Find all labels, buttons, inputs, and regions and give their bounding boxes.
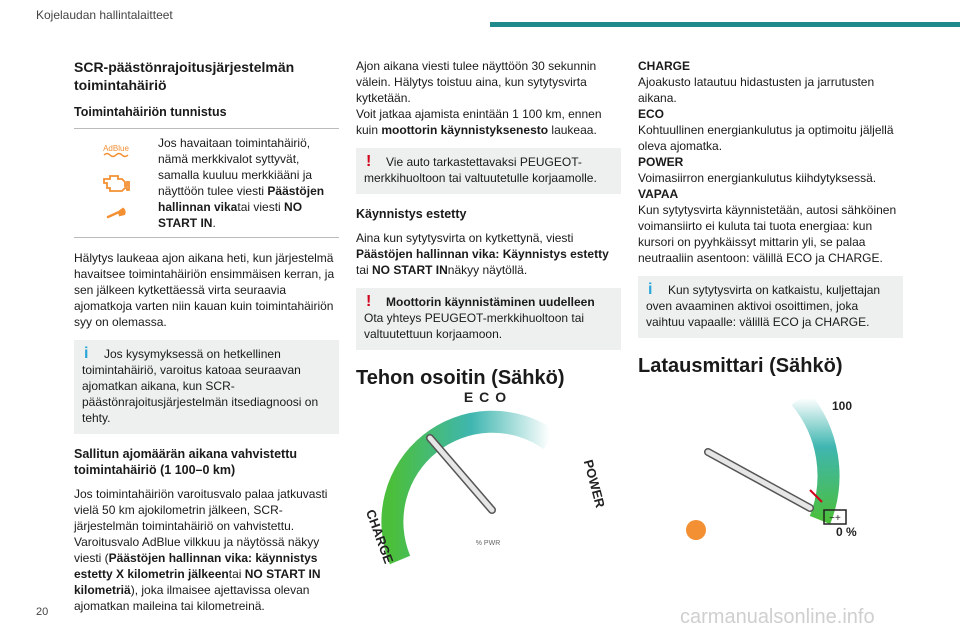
watermark: carmanualsonline.info — [680, 606, 875, 628]
p3e: näkyy näytöllä. — [447, 263, 528, 277]
icon-text-bold-1: Päästöjen hallinnan vika — [158, 184, 325, 214]
gauge-eco-label: ECO — [463, 389, 513, 405]
p2e: ), joka ilmaisee ajettavissa olevan ajomatkan maileina tai kilometreinä. — [74, 583, 310, 613]
mode-name: POWER — [638, 155, 684, 169]
p2d: NO START IN kilometriä — [74, 567, 321, 597]
warning-icon: ! — [366, 293, 372, 310]
p2c: laukeaa. — [548, 123, 597, 137]
warning-restart-body: Ota yhteys PEUGEOT-merkkihuoltoon tai valtuutettuun korjaamoon. — [364, 311, 585, 341]
icon-description — [158, 135, 339, 231]
info-icon: i — [84, 345, 89, 362]
engine-warning-icon — [102, 173, 130, 193]
wrench-icon — [105, 207, 127, 221]
icon-text-1: Jos havaitaan toimintahäiriö, nämä merkkivalot syttyvät, samalla kuuluu merkkiääni ja näyttöön tulee viesti — [158, 136, 313, 198]
mode-desc: Kohtuullinen energiankulutus ja optimoitu jäljellä oleva ajomatka. — [638, 123, 894, 153]
warning-icons-box — [74, 128, 339, 238]
section-title-charge-meter: Latausmittari (Sähkö) — [638, 355, 843, 377]
paragraph-blocked — [356, 230, 621, 278]
gauge-power-label: POWER — [580, 458, 608, 510]
mode-desc: Voimasiirron energiankulutus kiihdytyksessä. — [638, 171, 877, 185]
warning-restart-text — [364, 294, 613, 342]
gauge-100-label: 100 — [832, 399, 853, 413]
column-2 — [356, 58, 621, 400]
mode-desc: Ajoakusto latautuu hidastusten ja jarrutusten aikana. — [638, 75, 875, 105]
p2b: moottorin käynnistyksenesto — [381, 123, 549, 137]
warning-box-restart — [356, 288, 621, 350]
adblue-label: AdBlue — [103, 144, 129, 153]
column-3 — [638, 58, 903, 388]
info-box-door — [638, 276, 903, 338]
charge-gauge — [650, 390, 900, 570]
p3d: NO START IN — [372, 263, 448, 277]
info-text: Kun sytytysvirta on katkaistu, kuljettajan oven avaaminen aktivoi osoittimen, joka vaihtuu vapaalle: välillä ECO ja CHARGE. — [646, 283, 881, 329]
mode-name: ECO — [638, 107, 665, 121]
warning-text: Vie auto tarkastettavaksi PEUGEOT-merkkihuoltoon tai valtuutetulle korjaamolle. — [364, 155, 597, 185]
subheading-start-blocked: Käynnistys estetty — [356, 207, 467, 221]
warning-restart-bold: Moottorin käynnistäminen uudelleen — [386, 295, 595, 309]
p3b: Päästöjen hallinnan vika: Käynnistys estetty — [356, 247, 609, 261]
p2a: Voit jatkaa ajamista enintään 1 100 km, ennen kuin — [356, 107, 602, 137]
p2a: Jos toimintahäiriön varoitusvalo palaa jatkuvasti vielä 50 km ajokilometrin jälkeen, SCR-järjestelmän toimintahäiriö on vahvistettu. Varoitusvalo AdBlue vilkkuu ja näytössä näkyy viesti ( — [74, 487, 328, 565]
column-1 — [74, 58, 339, 624]
mode-item — [638, 186, 903, 266]
p2b: Päästöjen hallinnan vika: käynnistys estetty X kilometrin jälkeen — [74, 551, 318, 581]
mode-desc: Kun sytytysvirta käynnistetään, autosi sähköinen voimansiirto ei kuluta tai tuota energiaa: kun kursori on pyyhkäissyt mittarin yli, se palaa neutraaliin asentoon: välillä ECO ja CHARGE. — [638, 203, 897, 265]
paragraph-limit — [356, 106, 621, 138]
modes-list — [638, 58, 903, 266]
gauge-charge-label: CHARGE — [362, 507, 397, 566]
warning-box-service — [356, 148, 621, 194]
info-text: Jos kysymyksessä on hetkellinen toimintahäiriö, varoitus katoaa seuraavan ajomatkan aikana, kun SCR-päästönrajoitusjärjestelmän itsediagnoosi on tehty. — [82, 347, 319, 425]
paragraph-alert: Hälytys laukeaa ajon aikana heti, kun järjestelmä havaitsee toimintahäiriön ensimmäisen kerran, ja sen jälkeen kytkettäessä virta seuraavia ajomatkoja varten niin kauan kuin toimintahäiriön syy on olemassa. — [74, 251, 335, 329]
icon-text-2: tai viesti — [237, 200, 285, 214]
adblue-icon — [101, 143, 131, 159]
svg-text:−+: −+ — [829, 513, 841, 524]
icon-text-bold-2: NO START IN — [158, 200, 303, 230]
icon-text-3: . — [212, 216, 216, 230]
subheading-detection: Toimintahäiriön tunnistus — [74, 105, 227, 119]
power-gauge — [360, 380, 620, 570]
mode-item — [638, 106, 903, 154]
warning-icon: ! — [366, 153, 372, 170]
mode-name: VAPAA — [638, 187, 679, 201]
orange-indicator-dot — [686, 520, 706, 540]
gauge-pwr-label: % PWR — [475, 540, 501, 547]
subheading-confirmed: Sallitun ajomäärän aikana vahvistettu toimintahäiriö (1 100–0 km) — [74, 447, 297, 477]
icon-column — [74, 135, 158, 231]
gauge-0-label: 0 % — [836, 525, 857, 539]
paragraph-interval: Ajon aikana viesti tulee näyttöön 30 sekunnin välein. Hälytys toistuu aina, kun sytytysvirta kytketään. — [356, 59, 597, 105]
mode-name: CHARGE — [638, 59, 691, 73]
info-box-temporary — [74, 340, 339, 434]
header-accent-bar — [490, 22, 960, 27]
p3a: Aina kun sytytysvirta on kytkettynä, viesti — [356, 231, 574, 245]
section-title-power: Tehon osoitin (Sähkö) — [356, 367, 565, 389]
page-number: 20 — [36, 606, 49, 618]
p2c: tai — [228, 567, 245, 581]
header-title: Kojelaudan hallintalaitteet — [36, 8, 173, 22]
section-title-scr: SCR-päästönrajoitusjärjestelmän toimintahäiriö — [74, 59, 295, 93]
info-icon: i — [648, 281, 653, 298]
paragraph-confirmed — [74, 486, 339, 614]
mode-item — [638, 58, 903, 106]
mode-item — [638, 154, 903, 186]
p3c: tai — [356, 263, 373, 277]
